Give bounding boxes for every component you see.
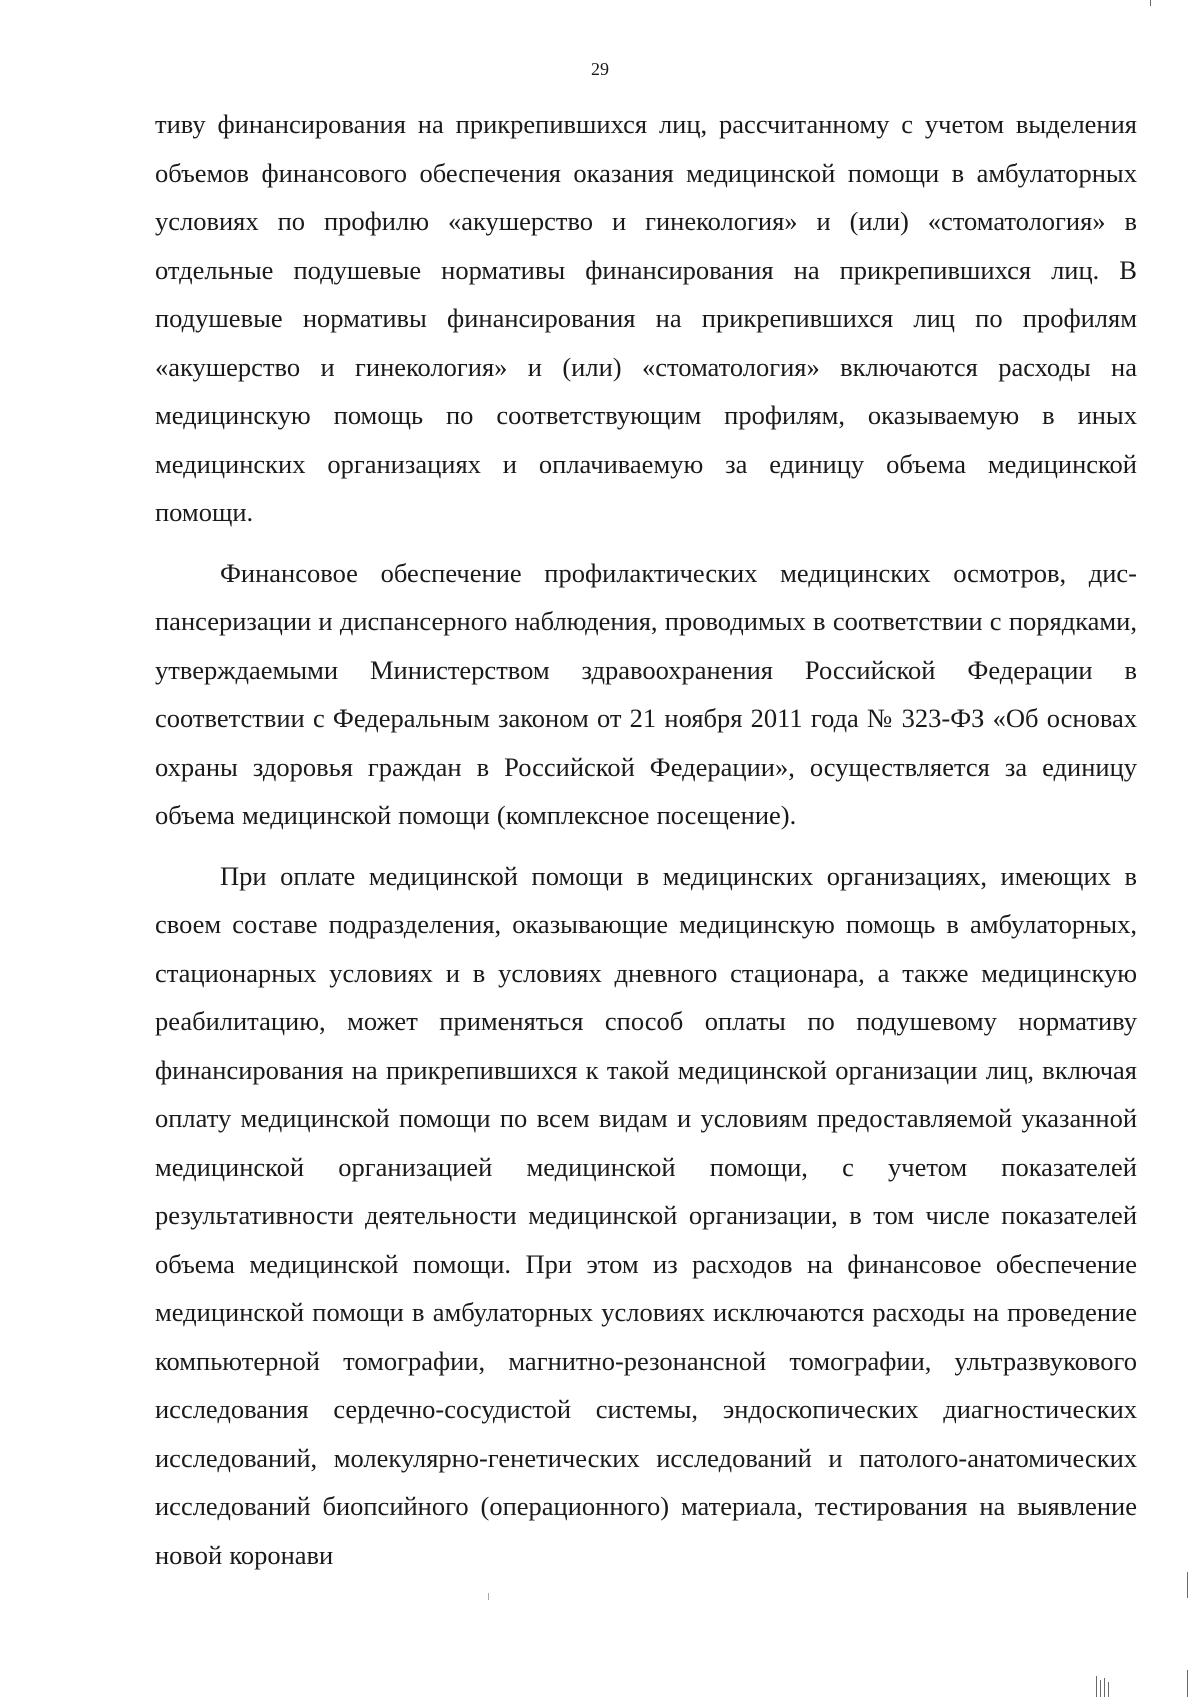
paragraph-preventive-exams: Финансовое обеспечение профилактических медицинских осмотров, диспансеризации и диспансерного наблюдения, проводимых в соответствии с порядками, утверждаемыми Министерством здравоохранения Российской Федерации в соответствии с Федеральным законом от 21 ноября 2011 года № 323-ФЗ «Об основах охраны здоровья граждан в Российской Федерации», осуществляется за единицу объема медицинской помощи (комплексное посещение). <box>155 557 1137 830</box>
body-text <box>155 100 1137 1591</box>
page-number: 29 <box>591 59 609 79</box>
scan-artifact <box>1100 1680 1101 1697</box>
paragraph-payment-method: При оплате медицинской помощи в медицинских организациях, имеющих в своем составе подразделения, оказывающие медицинскую помощь в амбулаторных, стационарных условиях и в условиях дневного стационара, а также медицинскую реабилитацию, может применяться способ оплаты по подушевому нормативу финансирования на прикрепившихся к такой медицинской организации лиц, включая оплату медицинской помощи по всем видам и условиям предоставляемой указанной медицинской организацией медицинской помощи, с учетом показателей результативности деятельности медицинской организации, в том числе показателей объема медицинской помощи. При этом из расходов на финансовое обеспечение медицинской помощи в амбулаторных условиях исключаются расходы на проведение компьютерной томографии, магнитно-резонансной томографии, ультразвукового исследования сердечно-сосудистой системы, эндоскопических диагностических исследований, молекулярно-генетических исследований и патолого-анатомических исследований биопсийного (операционного) материала, тестирования на выявление новой коронави <box>155 860 1137 1570</box>
scan-artifact <box>1108 1682 1109 1697</box>
scan-artifact <box>1096 1676 1097 1697</box>
scan-artifact <box>1104 1678 1105 1697</box>
scan-artifact <box>1187 1572 1188 1598</box>
paragraph-continuation: тиву финансирования на прикрепившихся лиц, рассчитанному с учетом выделения объемов финансового обеспечения оказания медицинской помощи в амбулаторных условиях по профилю «акушерство и гинекология» и (или) «стоматология» в отдельные подушевые нормативы финансирования на прикрепившихся лиц. В подушевые нормативы финансирования на прикрепившихся лиц по профилям «акушерство и гинекология» и (или) «стоматология» включаются расходы на медицинскую помощь по соответствующим профилям, оказываемую в иных медицинских организациях и оплачиваемую за единицу объема медицинской помощи. <box>155 109 1137 527</box>
scan-artifact <box>1187 1670 1188 1697</box>
scan-artifact <box>488 1593 489 1600</box>
scan-artifact <box>1150 0 1151 6</box>
